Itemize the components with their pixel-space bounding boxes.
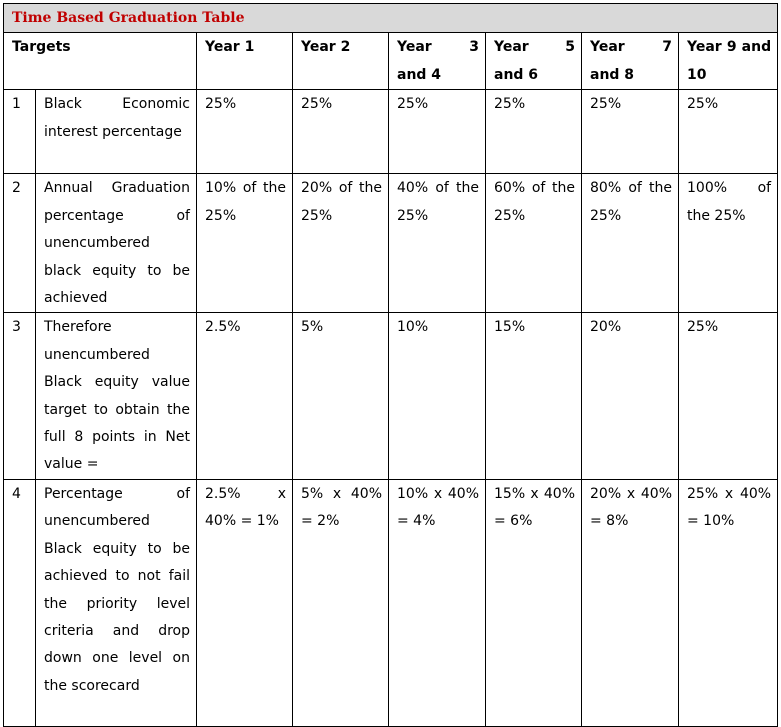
- table-cell: 10%: [389, 313, 486, 479]
- table-cell: 20%: [582, 313, 679, 479]
- table-row: [4, 174, 778, 313]
- table-cell: 10% of the 25%: [197, 174, 293, 313]
- table-cell: 2.5% x 40% = 1%: [197, 479, 293, 726]
- table-row: [4, 313, 778, 479]
- table-cell: 25%: [582, 90, 679, 174]
- row-label: Percentage of unencumbered Black equity to be achieved to not fail the priority level criteria and drop down one level on the scorecard: [36, 479, 197, 726]
- table-cell: 60% of the 25%: [486, 174, 582, 313]
- table-cell: 25%: [389, 90, 486, 174]
- graduation-table: [3, 3, 778, 727]
- table-row: [4, 479, 778, 726]
- table-cell: 25%: [679, 90, 778, 174]
- row-label: Annual Graduation percentage of unencumbered black equity to be achieved: [36, 174, 197, 313]
- table-cell: 15% x 40% = 6%: [486, 479, 582, 726]
- table-cell: 20% x 40% = 8%: [582, 479, 679, 726]
- table-cell: 100% of the 25%: [679, 174, 778, 313]
- header-year-9-10: Year 9 and 10: [679, 33, 778, 90]
- table-cell: 25%: [486, 90, 582, 174]
- table-cell: 10% x 40% = 4%: [389, 479, 486, 726]
- row-number: 2: [4, 174, 36, 313]
- table-cell: 40% of the 25%: [389, 174, 486, 313]
- row-number: 4: [4, 479, 36, 726]
- table-cell: 25%: [197, 90, 293, 174]
- table-row: [4, 90, 778, 174]
- table-cell: 5%: [293, 313, 389, 479]
- table-cell: 25%: [293, 90, 389, 174]
- row-number: 1: [4, 90, 36, 174]
- row-number: 3: [4, 313, 36, 479]
- table-cell: 2.5%: [197, 313, 293, 479]
- header-targets: Targets: [4, 33, 197, 90]
- header-year-2: Year 2: [293, 33, 389, 90]
- table-cell: 25%: [679, 313, 778, 479]
- table-cell: 15%: [486, 313, 582, 479]
- table-cell: 25% x 40% = 10%: [679, 479, 778, 726]
- header-year-5-6: Year 5 and 6: [486, 33, 582, 90]
- header-year-1: Year 1: [197, 33, 293, 90]
- table-cell: 80% of the 25%: [582, 174, 679, 313]
- header-year-7-8: Year 7 and 8: [582, 33, 679, 90]
- table-cell: 5% x 40% = 2%: [293, 479, 389, 726]
- header-year-3-4: Year 3 and 4: [389, 33, 486, 90]
- header-row: [4, 33, 778, 90]
- row-label: Black Economic interest percentage: [36, 90, 197, 174]
- row-label: Therefore unencumbered Black equity value target to obtain the full 8 points in Net value =: [36, 313, 197, 479]
- table-title: Time Based Graduation Table: [4, 4, 778, 33]
- table-cell: 20% of the 25%: [293, 174, 389, 313]
